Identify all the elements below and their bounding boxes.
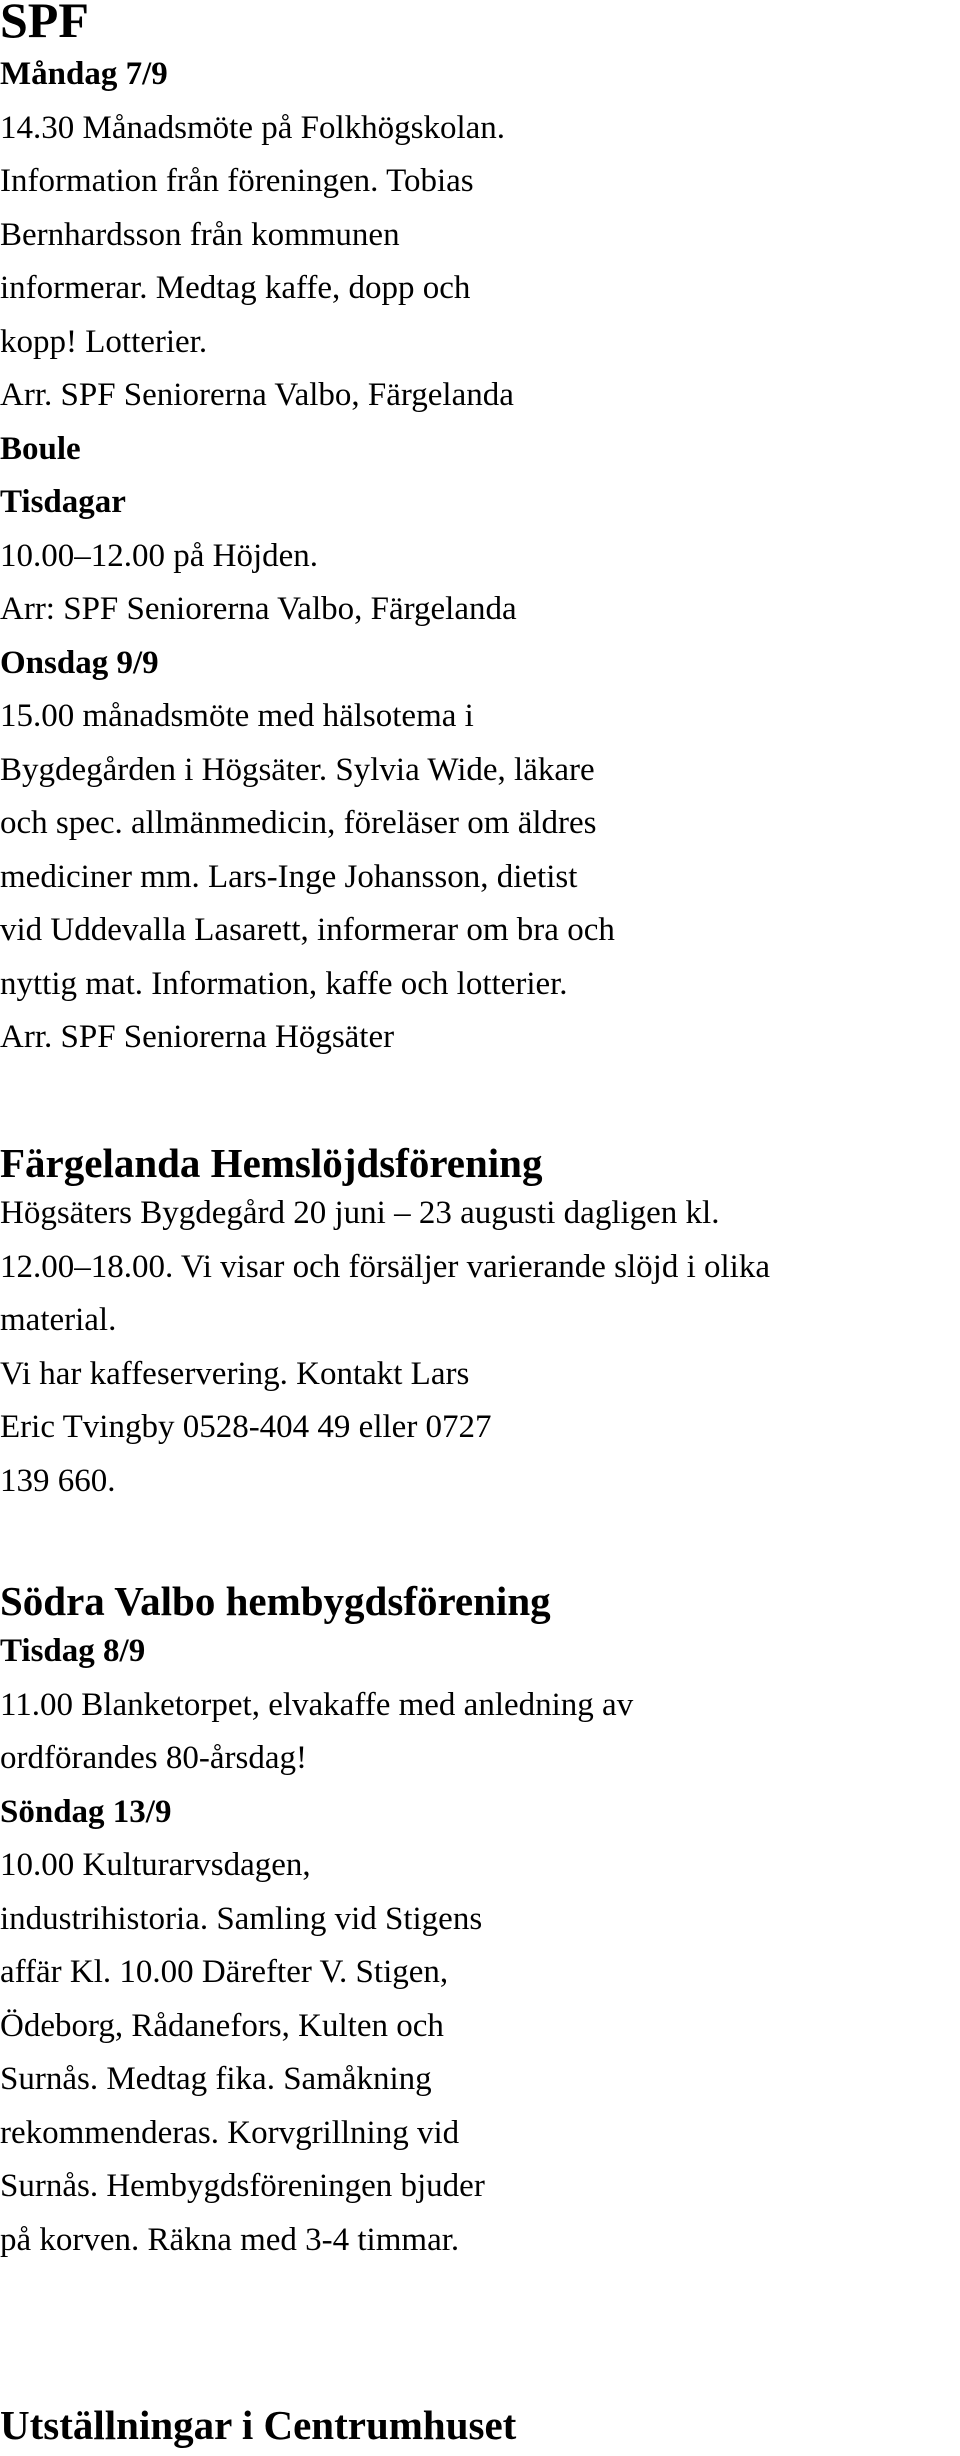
hemslojd-line: Eric Tvingby 0528-404 49 eller 0727 [0,1409,492,1445]
hembygd-line: på korven. Räkna med 3-4 timmar. [0,2221,460,2258]
spf-line: 10.00–12.00 på Höjden. [0,537,319,574]
hembygd-body [0,1625,633,2267]
spf-line: Måndag 7/9 [0,56,168,92]
hembygd-section [0,1578,633,2267]
spf-line: Arr. SPF Seniorerna Högsäter [0,1019,395,1055]
spf-section [0,48,615,1065]
hemslojd-line: 139 660. [0,1462,116,1499]
hemslojd-section [0,1140,770,1508]
hemslojd-line: material. [0,1302,117,1338]
hemslojd-heading: Färgelanda Hemslöjdsförening [0,1140,543,1186]
hemslojd-body [0,1187,770,1508]
spf-line: vid Uddevalla Lasarett, informerar om bra och [0,912,615,948]
spf-line: mediciner mm. Lars-Inge Johansson, dietist [0,858,578,895]
hemslojd-line: Högsäters Bygdegård 20 juni – 23 augusti dagligen kl. [0,1195,720,1231]
spf-line: Arr. SPF Seniorerna Valbo, Färgelanda [0,377,514,413]
hembygd-line: 11.00 Blanketorpet, elvakaffe med anledning av [0,1686,634,1723]
hembygd-line: Tisdag 8/9 [0,1633,146,1669]
hembygd-line: 10.00 Kulturarvsdagen, [0,1847,311,1883]
spf-line: Information från föreningen. Tobias [0,163,474,199]
hembygd-line: Ödeborg, Rådanefors, Kulten och [0,2007,444,2044]
spf-line: och spec. allmänmedicin, föreläser om äldres [0,805,597,841]
spf-line: Onsdag 9/9 [0,644,159,681]
spf-line: 15.00 månadsmöte med hälsotema i [0,698,474,734]
hemslojd-line: Vi har kaffeservering. Kontakt Lars [0,1355,470,1392]
spf-line: Arr: SPF Seniorerna Valbo, Färgelanda [0,591,517,627]
spf-line: 14.30 Månadsmöte på Folkhögskolan. [0,109,506,146]
hembygd-line: Surnås. Medtag fika. Samåkning [0,2061,432,2097]
spf-line: kopp! Lotterier. [0,323,208,360]
hemslojd-line: 12.00–18.00. Vi visar och försäljer varierande slöjd i olika [0,1248,770,1285]
spf-line: informerar. Medtag kaffe, dopp och [0,270,471,306]
utstallningar-section [0,2402,516,2448]
spf-line: Boule [0,430,81,467]
spf-line: Bygdegården i Högsäter. Sylvia Wide, läkare [0,751,595,788]
spf-line: Tisdagar [0,484,126,520]
hembygd-line: Surnås. Hembygdsföreningen bjuder [0,2168,485,2204]
page-title: SPF [0,0,89,48]
spf-line: Bernhardsson från kommunen [0,216,400,253]
hembygd-line: ordförandes 80-årsdag! [0,1740,307,1776]
hembygd-line: Söndag 13/9 [0,1793,172,1830]
utstallningar-heading: Utställningar i Centrumhuset [0,2402,517,2448]
hembygd-heading: Södra Valbo hembygdsförening [0,1578,551,1624]
hembygd-line: rekommenderas. Korvgrillning vid [0,2114,460,2151]
hembygd-line: industrihistoria. Samling vid Stigens [0,1900,483,1937]
spf-line: nyttig mat. Information, kaffe och lotterier. [0,965,568,1002]
hembygd-line: affär Kl. 10.00 Därefter V. Stigen, [0,1954,449,1990]
